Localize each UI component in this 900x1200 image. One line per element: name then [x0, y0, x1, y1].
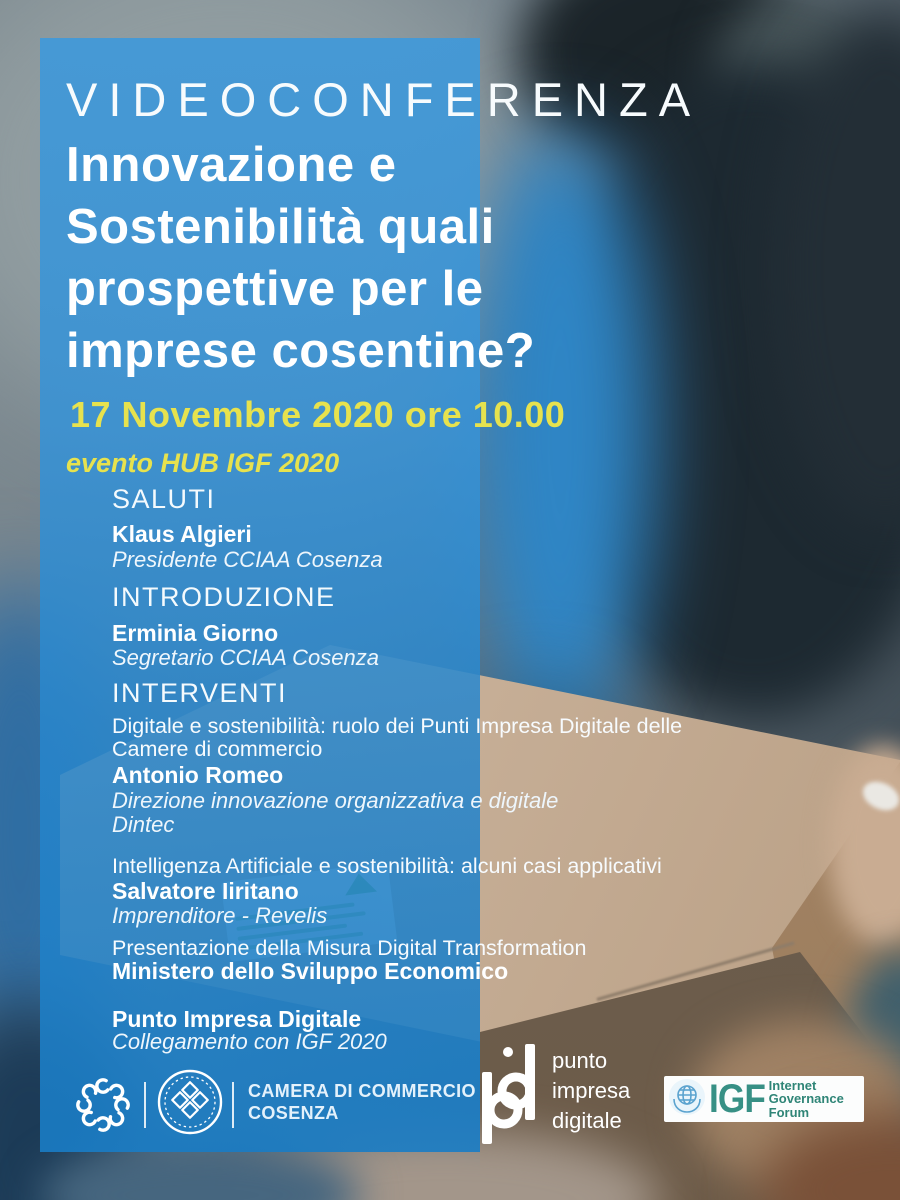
event-title — [66, 134, 535, 382]
speaker-role: Imprenditore - Revelis — [112, 903, 328, 928]
speaker-name: Ministero dello Sviluppo Economico — [112, 958, 509, 984]
speaker-role: Direzione innovazione organizzativa e digitale — [112, 788, 559, 813]
speaker-role: Presidente CCIAA Cosenza — [112, 547, 383, 572]
speaker-name: Antonio Romeo — [112, 762, 284, 788]
talk-topic-line: Presentazione della Misura Digital Transformation — [112, 936, 587, 960]
igf-logo — [664, 1076, 864, 1122]
speaker-name: Erminia Giorno — [112, 620, 279, 646]
pid-word-punto: punto — [552, 1048, 608, 1073]
pid-word-impresa: impresa — [552, 1078, 631, 1103]
section-heading-saluti: SALUTI — [112, 484, 216, 514]
speaker-name: Salvatore Iiritano — [112, 878, 299, 904]
event-title-line: Sostenibilità quali — [66, 200, 495, 254]
igf-acronym: IGF — [709, 1077, 766, 1121]
un-emblem-icon — [667, 1077, 707, 1122]
igf-word-internet: Internet — [768, 1077, 817, 1093]
event-title-line: prospettive per le — [66, 262, 484, 316]
talk-topic-line: Intelligenza Artificiale e sostenibilità: alcuni casi applicativi — [112, 854, 662, 878]
chamber-name-line2: COSENZA — [248, 1103, 339, 1123]
speaker-name: Klaus Algieri — [112, 521, 252, 547]
pid-logo-icon — [480, 1042, 538, 1149]
event-datetime: 17 Novembre 2020 ore 10.00 — [70, 394, 566, 435]
talk-topic-line: Camere di commercio — [112, 737, 323, 761]
igf-word-forum: Forum — [768, 1104, 810, 1120]
pid-wordmark — [552, 1046, 630, 1136]
event-title-line: Innovazione e — [66, 138, 397, 192]
chamber-wordmark — [248, 1080, 476, 1124]
pid-word-digitale: digitale — [552, 1108, 622, 1133]
igf-wordmark — [769, 1079, 844, 1120]
speaker-role: Segretario CCIAA Cosenza — [112, 645, 379, 670]
igf-word-governance: Governance — [768, 1091, 844, 1107]
closing-title: Punto Impresa Digitale — [112, 1006, 362, 1032]
chamber-name-line1: CAMERA DI COMMERCIO — [248, 1081, 476, 1101]
event-title-line: imprese cosentine? — [66, 324, 536, 378]
speaker-role: Dintec — [112, 812, 175, 837]
logo-divider — [232, 1082, 234, 1128]
camera-network-icon — [72, 1074, 134, 1141]
talk-topic-line: Digitale e sostenibilità: ruolo dei Punti Impresa Digitale delle — [112, 714, 683, 738]
logo-divider — [144, 1082, 146, 1128]
closing-subtitle: Collegamento con IGF 2020 — [112, 1029, 387, 1054]
section-heading-introduzione: INTRODUZIONE — [112, 582, 336, 612]
event-kicker: VIDEOCONFERENZA — [66, 73, 702, 126]
event-hub-tag: evento HUB IGF 2020 — [66, 448, 340, 478]
chamber-emblem-icon — [156, 1068, 224, 1141]
section-heading-interventi: INTERVENTI — [112, 678, 288, 708]
